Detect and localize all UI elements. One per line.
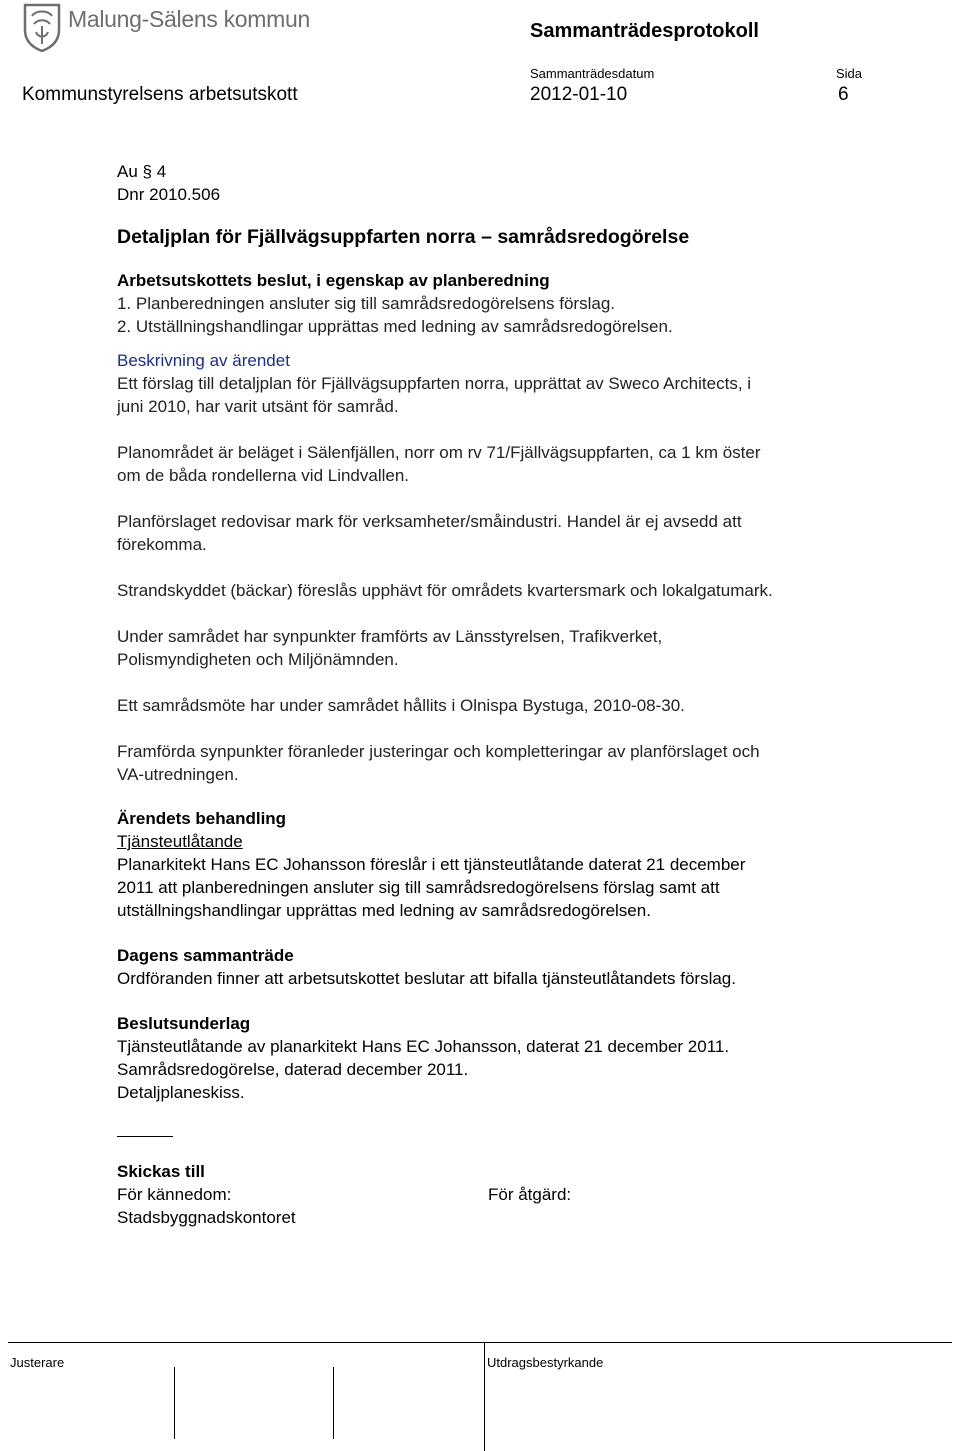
page-number: 6 bbox=[838, 84, 849, 105]
date-label: Sammanträdesdatum bbox=[530, 66, 655, 81]
description-text: Strandskyddet (bäckar) föreslås upphävt för områdets kvartersmark och lokalgatumark. bbox=[117, 581, 773, 600]
for-information-label: För kännedom: bbox=[117, 1185, 232, 1204]
document-title: Sammanträdesprotokoll bbox=[530, 20, 759, 42]
description-text: Under samrådet har synpunkter framförts av Länsstyrelsen, Trafikverket, bbox=[117, 627, 663, 646]
handling-subheading: Tjänsteutlåtande bbox=[117, 832, 243, 851]
description-text: Ett förslag till detaljplan för Fjällvägsuppfarten norra, upprättat av Sweco Architects, i bbox=[117, 374, 752, 393]
description-heading: Beskrivning av ärendet bbox=[117, 351, 290, 370]
description-text: Polismyndigheten och Miljönämnden. bbox=[117, 650, 399, 669]
description-text: Framförda synpunkter föranleder justeringar och kompletteringar av planförslaget och bbox=[117, 742, 760, 761]
coat-of-arms-icon bbox=[22, 2, 62, 52]
case-number: Dnr 2010.506 bbox=[117, 185, 221, 204]
recipient: Stadsbyggnadskontoret bbox=[117, 1208, 296, 1227]
send-labels-row bbox=[117, 1183, 897, 1206]
protocol-body bbox=[117, 160, 897, 1229]
description-text: om de båda rondellerna vid Lindvallen. bbox=[117, 466, 410, 485]
description-text: Planområdet är beläget i Sälenfjällen, norr om rv 71/Fjällvägsuppfarten, ca 1 km öster bbox=[117, 443, 761, 462]
body-name: Kommunstyrelsens arbetsutskott bbox=[22, 84, 298, 105]
description-text: VA-utredningen. bbox=[117, 765, 239, 784]
send-heading: Skickas till bbox=[117, 1162, 205, 1181]
description-text: Planförslaget redovisar mark för verksamheter/småindustri. Handel är ej avsedd att bbox=[117, 512, 742, 531]
municipality-logo bbox=[22, 2, 312, 54]
section-number: Au § 4 bbox=[117, 162, 167, 181]
basis-heading: Beslutsunderlag bbox=[117, 1014, 251, 1033]
meeting-text: Ordföranden finner att arbetsutskottet beslutar att bifalla tjänsteutlåtandets förslag. bbox=[117, 969, 736, 988]
meeting-date: 2012-01-10 bbox=[530, 84, 628, 105]
signature-box-divider bbox=[333, 1367, 334, 1439]
case-title: Detaljplan för Fjällvägsuppfarten norra – samrådsredogörelse bbox=[117, 226, 690, 248]
handling-heading: Ärendets behandling bbox=[117, 809, 287, 828]
extract-certifier-label: Utdragsbestyrkande bbox=[487, 1355, 604, 1370]
handling-text: 2011 att planberedningen ansluter sig till samrådsredogörelsens förslag samt att bbox=[117, 878, 720, 897]
description-text: juni 2010, har varit utsänt för samråd. bbox=[117, 397, 399, 416]
footer-rule bbox=[8, 1342, 952, 1343]
separator-line bbox=[117, 1136, 173, 1137]
decision-heading: Arbetsutskottets beslut, i egenskap av planberedning bbox=[117, 271, 550, 290]
basis-item: Detaljplaneskiss. bbox=[117, 1083, 245, 1102]
municipality-name: Malung-Sälens kommun bbox=[68, 6, 311, 32]
for-action-label: För åtgärd: bbox=[488, 1185, 572, 1204]
description-text: förekomma. bbox=[117, 535, 207, 554]
handling-text: utställningshandlingar upprättas med ledning av samrådsredogörelsen. bbox=[117, 901, 651, 920]
meeting-heading: Dagens sammanträde bbox=[117, 946, 294, 965]
signer-label: Justerare bbox=[10, 1355, 65, 1370]
signature-box-divider bbox=[174, 1367, 175, 1439]
decision-item: 2. Utställningshandlingar upprättas med ledning av samrådsredogörelsen. bbox=[117, 317, 673, 336]
decision-item: 1. Planberedningen ansluter sig till samrådsredogörelsens förslag. bbox=[117, 294, 616, 313]
page-label: Sida bbox=[836, 66, 863, 81]
handling-text: Planarkitekt Hans EC Johansson föreslår i ett tjänsteutlåtande daterat 21 december bbox=[117, 855, 746, 874]
basis-item: Samrådsredogörelse, daterad december 2011. bbox=[117, 1060, 469, 1079]
description-text: Ett samrådsmöte har under samrådet hållits i Olnispa Bystuga, 2010-08-30. bbox=[117, 696, 685, 715]
signature-box-divider bbox=[484, 1342, 485, 1451]
basis-item: Tjänsteutlåtande av planarkitekt Hans EC Johansson, daterat 21 december 2011. bbox=[117, 1037, 730, 1056]
